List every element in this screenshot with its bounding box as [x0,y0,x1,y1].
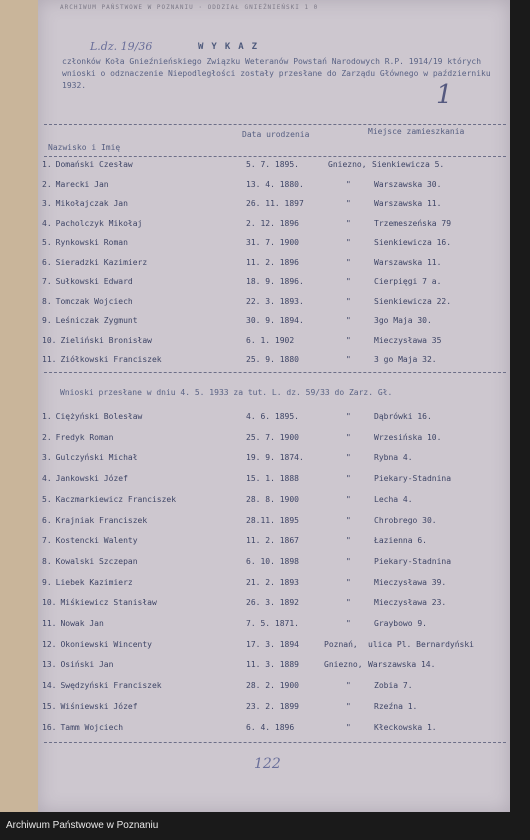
member-birth-date: 17. 3. 1894 [246,639,299,649]
member-birth-date: 28. 8. 1900 [246,494,299,504]
section-two-heading: Wnioski przesłane w dniu 4. 5. 1933 za tut. L. dz. 59/33 do Zarz. Gł. [60,388,393,397]
member-birth-date: 5. 7. 1895. [246,160,299,169]
member-name: Liebek Kazimierz [55,577,133,587]
member-row [38,702,510,724]
member-street: 3 go Maja 32. [374,355,437,364]
member-street: Cierpięgi 7 a. [374,277,442,286]
member-name: Swędzyński Franciszek [60,681,162,691]
member-number: 13. [42,660,57,670]
member-street: Łazienna 6. [374,536,427,546]
member-row [38,453,510,475]
member-city: " [346,179,351,189]
member-birth-date: 30. 9. 1894. [246,316,304,325]
member-street: Piekary-Stadnina [374,556,452,566]
member-birth-date: 13. 4. 1880. [246,179,304,189]
member-street: Rzeźna 1. [374,701,418,711]
member-birth-date: 31. 7. 1900 [246,238,299,247]
member-number-and-name [42,412,142,421]
member-number: 6. [42,257,52,267]
member-number-and-name [42,199,128,208]
member-number: 7. [42,277,52,286]
member-row [38,640,510,662]
member-city: " [346,681,351,691]
member-number-and-name [42,536,138,545]
header-rule-top [44,124,506,125]
member-city: " [346,432,351,442]
member-birth-date: 18. 9. 1896. [246,277,304,286]
member-city: " [346,494,351,504]
member-number: 16. [42,722,57,732]
member-street: Wrzesińska 10. [374,432,442,442]
member-birth-date: 11. 2. 1896 [246,257,299,267]
member-number: 1. [42,412,52,421]
member-number: 7. [42,536,52,546]
member-birth-date: 25. 9. 1880 [246,355,299,364]
member-number-and-name [42,660,113,669]
column-header-address: Miejsce zamieszkania [368,127,465,136]
member-city: Gniezno, [324,660,363,670]
member-name: Ciężyński Bolesław [55,412,143,421]
member-number: 5. [42,238,52,247]
member-city: " [346,515,351,525]
column-header-name: Nazwisko i Imię [48,143,121,152]
member-number: 11. [42,355,57,364]
member-number-and-name [42,619,104,628]
member-number: 9. [42,577,52,587]
member-number-and-name [42,180,109,189]
document-intro: członków Koła Gnieźnieńskiego Związku Weteranów Powstań Narodowych R.P. 1914/19 których wnioski o odznaczenie Niepodległości zostały przesłane do Zarządu Głównego w październiku 1932. [62,57,491,90]
member-street: Zobia 7. [374,681,413,691]
member-number-and-name [42,640,152,649]
member-street: Mieczysława 39. [374,577,447,587]
member-number: 4. [42,218,52,228]
member-street: Piekary-Stadnina [374,474,452,484]
member-city: Gniezno, [328,160,367,169]
member-number-and-name [42,238,128,247]
member-name: Wiśniewski Józef [60,701,138,711]
member-city: " [346,577,351,587]
member-birth-date: 11. 3. 1889 [246,660,299,670]
member-name: Nowak Jan [60,619,104,628]
member-row [38,495,510,517]
member-street: 3go Maja 30. [374,316,432,325]
member-street: Dąbrówki 16. [374,412,432,421]
member-birth-date: 28.11. 1895 [246,515,299,525]
member-row [38,355,510,377]
member-row [38,412,510,434]
member-number: 11. [42,619,57,628]
list-end-rule [44,742,506,743]
member-name: Domański Czesław [55,160,133,169]
member-birth-date: 15. 1. 1888 [246,474,299,484]
member-birth-date: 28. 2. 1900 [246,681,299,691]
member-name: Tamm Wojciech [60,722,124,732]
member-city: " [346,722,351,732]
member-row [38,598,510,620]
member-name: Sułkowski Edward [55,277,133,286]
member-row [38,619,510,641]
member-city: " [346,257,351,267]
member-city: " [346,619,351,628]
member-city: " [346,412,351,421]
member-street: Kłeckowska 1. [374,722,437,732]
header-rule-bottom [44,156,506,157]
member-name: Miśkiewicz Stanisław [60,598,157,608]
member-street: Chrobrego 30. [374,515,437,525]
member-birth-date: 2. 12. 1896 [246,218,299,228]
member-name: Kaczmarkiewicz Franciszek [55,494,177,504]
member-number: 3. [42,199,52,208]
member-number-and-name [42,160,133,169]
member-number-and-name [42,578,133,587]
member-number-and-name [42,258,147,267]
member-number-and-name [42,598,157,607]
member-street: Warszawska 30. [374,179,442,189]
member-city: " [346,335,351,345]
column-header-date: Data urodzenia [242,130,310,139]
handwritten-page-mark: 1 [436,80,453,110]
member-number-and-name [42,277,133,286]
member-birth-date: 6. 1. 1902 [246,335,295,345]
member-birth-date: 6. 10. 1898 [246,556,299,566]
member-number-and-name [42,723,123,732]
member-number: 8. [42,296,52,306]
document-sheet [38,0,510,812]
document-title: WYKAZ [198,42,266,52]
member-city: " [346,556,351,566]
member-number-and-name [42,336,152,345]
member-name: Kostencki Walenty [55,536,138,546]
member-number: 5. [42,494,52,504]
member-number-and-name [42,702,138,711]
member-name: Ziółkowski Franciszek [60,355,162,364]
member-number-and-name [42,474,128,483]
member-number: 8. [42,556,52,566]
member-birth-date: 26. 11. 1897 [246,199,304,208]
archive-footer [0,812,530,840]
member-street: ulica Pl. Bernardyński [368,639,474,649]
member-number-and-name [42,297,133,306]
footer-archive-name: Archiwum Państwowe w Poznaniu [6,820,159,831]
member-number: 6. [42,515,52,525]
member-street: Rybna 4. [374,453,413,463]
member-row [38,516,510,538]
archive-stamp: ARCHIWUM PAŃSTWOWE W POZNANIU · ODDZIAŁ GNIEŹNIEŃSKI 1 0 [60,4,319,11]
member-city: " [346,238,351,247]
member-number: 12. [42,639,57,649]
member-street: Lecha 4. [374,494,413,504]
member-number: 4. [42,474,52,484]
member-number-and-name [42,557,138,566]
member-number: 9. [42,316,52,325]
member-number: 2. [42,179,52,189]
member-row [38,557,510,579]
member-name: Mikołajczak Jan [55,199,128,208]
member-street: Mieczysława 23. [374,598,447,608]
member-number: 2. [42,432,52,442]
member-city: " [346,355,351,364]
member-name: Okoniewski Wincenty [60,639,152,649]
member-row [38,681,510,703]
member-number: 1. [42,160,52,169]
member-row [38,536,510,558]
member-street: Sienkiewicza 16. [374,238,452,247]
member-number-and-name [42,495,176,504]
member-name: Krajniak Franciszek [55,515,148,525]
member-name: Gulczyński Michał [55,453,138,463]
member-number-and-name [42,316,138,325]
member-birth-date: 21. 2. 1893 [246,577,299,587]
member-street: Warszawska 11. [374,257,442,267]
member-city: " [346,199,351,208]
member-name: Tomczak Wojciech [55,296,133,306]
member-name: Rynkowski Roman [55,238,128,247]
handwritten-reference: L.dz. 19/36 [90,40,153,53]
member-row [38,578,510,600]
handwritten-folio-number: 122 [254,756,281,772]
member-street: Trzemeszeńska 79 [374,218,452,228]
member-birth-date: 6. 4. 1896 [246,722,295,732]
member-city: " [346,453,351,463]
member-birth-date: 26. 3. 1892 [246,598,299,608]
member-number-and-name [42,433,113,442]
member-number: 10. [42,335,57,345]
member-name: Jankowski Józef [55,474,128,484]
member-number: 14. [42,681,57,691]
member-city: " [346,536,351,546]
member-city: " [346,598,351,608]
member-street: Mieczysława 35 [374,335,442,345]
member-city: " [346,316,351,325]
member-name: Kowalski Szczepan [55,556,138,566]
section-divider [44,372,506,373]
member-name: Fredyk Roman [55,432,114,442]
member-row [38,474,510,496]
member-row [38,660,510,682]
member-name: Sieradzki Kazimierz [55,257,148,267]
member-street: Sienkiewicza 22. [374,296,452,306]
member-birth-date: 23. 2. 1899 [246,701,299,711]
member-birth-date: 4. 6. 1895. [246,412,299,421]
member-number: 15. [42,701,57,711]
member-number-and-name [42,516,147,525]
member-birth-date: 25. 7. 1900 [246,432,299,442]
member-birth-date: 19. 9. 1874. [246,453,304,463]
member-number-and-name [42,681,162,690]
member-street: Graybowo 9. [374,619,427,628]
member-name: Leśniczak Zygmunt [55,316,138,325]
member-name: Pacholczyk Mikołaj [55,218,143,228]
member-city: " [346,474,351,484]
member-number-and-name [42,453,138,462]
member-street: Warszawska 14. [368,660,436,670]
member-street: Warszawska 11. [374,199,442,208]
member-number-and-name [42,355,162,364]
member-city: " [346,277,351,286]
member-number-and-name [42,219,142,228]
member-city: Poznań, [324,639,358,649]
member-number: 3. [42,453,52,463]
member-birth-date: 7. 5. 1871. [246,619,299,628]
member-name: Zieliński Bronisław [60,335,152,345]
member-birth-date: 22. 3. 1893. [246,296,304,306]
member-street: Sienkiewicza 5. [372,160,445,169]
member-number: 10. [42,598,57,608]
member-city: " [346,296,351,306]
member-city: " [346,218,351,228]
member-row [38,433,510,455]
member-name: Osiński Jan [60,660,114,670]
member-birth-date: 11. 2. 1867 [246,536,299,546]
member-name: Marecki Jan [55,179,109,189]
member-city: " [346,701,351,711]
